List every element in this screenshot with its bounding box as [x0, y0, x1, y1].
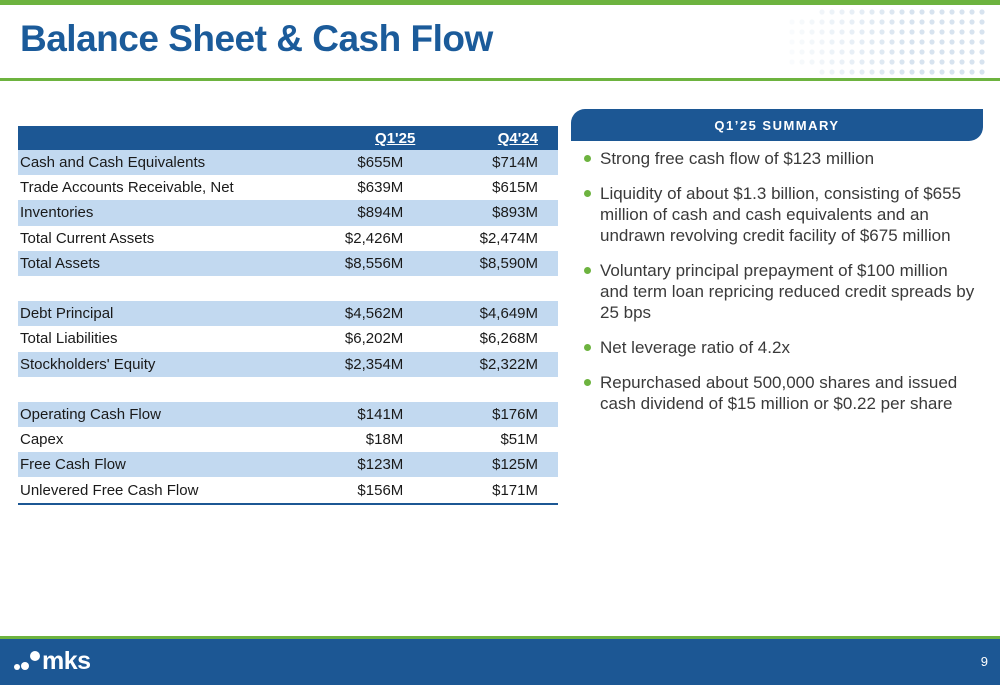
decorative-dot: [939, 19, 944, 24]
decorative-dot: [949, 39, 954, 44]
decorative-dot: [829, 69, 834, 74]
decorative-dot: [849, 9, 854, 14]
bullet-dot-icon: [584, 267, 591, 274]
decorative-dot: [969, 19, 974, 24]
table-row: [18, 352, 558, 377]
summary-bullet: [584, 183, 979, 246]
decorative-dot: [889, 29, 894, 34]
top-accent-bar: [0, 0, 1000, 5]
table-row: [18, 175, 558, 200]
cell-q4-24: $2,474M: [479, 229, 538, 247]
decorative-dot: [979, 59, 984, 64]
cell-q1-25: $2,354M: [300, 352, 424, 377]
cell-q4-24: $6,268M: [479, 330, 538, 348]
decorative-dot: [919, 59, 924, 64]
cell-q1-25: $639M: [357, 179, 404, 197]
decorative-dot: [969, 9, 974, 14]
decorative-dot: [929, 69, 934, 74]
summary-bullet-text: Net leverage ratio of 4.2x: [600, 338, 790, 357]
decorative-dot: [899, 9, 904, 14]
decorative-dot: [809, 19, 814, 24]
row-label: Stockholders' Equity: [18, 352, 300, 377]
decorative-dot: [829, 29, 834, 34]
row-label: Trade Accounts Receivable, Net: [20, 179, 234, 197]
table-row: [18, 301, 558, 326]
table-row: [18, 326, 558, 351]
decorative-dot: [799, 39, 804, 44]
decorative-dot: [869, 9, 874, 14]
decorative-dot: [849, 59, 854, 64]
decorative-dot: [879, 49, 884, 54]
decorative-dot: [799, 49, 804, 54]
cell-q4-24: $615M: [492, 179, 538, 197]
decorative-dot: [899, 29, 904, 34]
decorative-dot: [909, 19, 914, 24]
decorative-dot: [939, 9, 944, 14]
decorative-dot: [879, 69, 884, 74]
decorative-dot: [869, 39, 874, 44]
cell-q1-25: $18M: [365, 431, 404, 449]
decorative-dot: [819, 39, 824, 44]
footer-bar: [0, 636, 1000, 685]
summary-bullet: [584, 148, 979, 169]
decorative-dot: [889, 9, 894, 14]
decorative-dot: [859, 9, 864, 14]
decorative-dot: [909, 39, 914, 44]
decorative-dot: [929, 9, 934, 14]
decorative-dot: [869, 69, 874, 74]
table-row: [18, 150, 558, 175]
summary-heading: Q1’25 SUMMARY: [571, 109, 983, 141]
decorative-dot: [929, 29, 934, 34]
cell-q1-25: $894M: [300, 200, 424, 225]
decorative-dot: [789, 29, 794, 34]
decorative-dot: [799, 59, 804, 64]
decorative-dot: [919, 69, 924, 74]
cell-q4-24: $125M: [423, 452, 558, 477]
decorative-dot: [889, 19, 894, 24]
decorative-dot: [829, 49, 834, 54]
decorative-dot: [819, 19, 824, 24]
decorative-dot: [879, 29, 884, 34]
bullet-dot-icon: [584, 344, 591, 351]
decorative-dot: [859, 29, 864, 34]
column-header-q1-25: Q1'25: [300, 126, 424, 150]
decorative-dot: [809, 29, 814, 34]
decorative-dot: [959, 29, 964, 34]
row-label: Unlevered Free Cash Flow: [18, 477, 300, 503]
decorative-dot: [819, 69, 824, 74]
decorative-dot: [829, 59, 834, 64]
logo-dots-icon: [14, 650, 40, 674]
decorative-dot: [879, 59, 884, 64]
decorative-dot: [939, 59, 944, 64]
decorative-dot: [959, 19, 964, 24]
cell-q4-24: $2,322M: [423, 352, 558, 377]
cell-q4-24: $171M: [423, 477, 558, 503]
decorative-dot: [889, 39, 894, 44]
decorative-dot: [819, 59, 824, 64]
cell-q4-24: $51M: [500, 431, 538, 449]
decorative-dot: [839, 39, 844, 44]
cell-q1-25: $156M: [300, 477, 424, 503]
decorative-dot: [839, 9, 844, 14]
decorative-dot: [899, 39, 904, 44]
decorative-dot: [819, 49, 824, 54]
decorative-dot: [979, 69, 984, 74]
decorative-dot: [869, 19, 874, 24]
decorative-dot: [939, 29, 944, 34]
table-row: [18, 402, 558, 427]
financial-table: [18, 126, 558, 505]
decorative-dot: [909, 29, 914, 34]
decorative-dot: [849, 69, 854, 74]
decorative-dot: [919, 29, 924, 34]
decorative-dot: [909, 49, 914, 54]
title-divider: [0, 78, 1000, 81]
cell-q4-24: $714M: [423, 150, 558, 175]
decorative-dot: [859, 59, 864, 64]
decorative-dot: [939, 49, 944, 54]
row-label: Inventories: [18, 200, 300, 225]
decorative-dot: [839, 29, 844, 34]
decorative-dot: [799, 19, 804, 24]
table-row: [18, 251, 558, 276]
decorative-dot: [869, 29, 874, 34]
decorative-dot: [969, 69, 974, 74]
cell-q1-25: $8,556M: [300, 251, 424, 276]
decorative-dot: [849, 49, 854, 54]
page-title: Balance Sheet & Cash Flow: [20, 18, 493, 59]
decorative-dot: [979, 49, 984, 54]
decorative-dot: [889, 59, 894, 64]
decorative-dot: [799, 29, 804, 34]
cell-q1-25: $655M: [300, 150, 424, 175]
decorative-dot: [949, 49, 954, 54]
table-row: [18, 477, 558, 503]
decorative-dot: [959, 59, 964, 64]
summary-bullet-text: Strong free cash flow of $123 million: [600, 149, 875, 168]
table-spacer-row: [18, 276, 558, 301]
row-label: Debt Principal: [18, 301, 300, 326]
column-header-q4-24: Q4'24: [423, 126, 558, 150]
table-row: [18, 200, 558, 225]
table-header-blank: [18, 126, 300, 150]
decorative-dot: [899, 19, 904, 24]
decorative-dot: [859, 39, 864, 44]
decorative-dot: [849, 39, 854, 44]
decorative-dot: [959, 9, 964, 14]
decorative-dot: [889, 69, 894, 74]
summary-bullet: [584, 337, 979, 358]
table-row: [18, 226, 558, 251]
decorative-dot: [909, 59, 914, 64]
decorative-dot: [869, 49, 874, 54]
decorative-dot: [949, 9, 954, 14]
decorative-dot: [829, 39, 834, 44]
decorative-dot: [959, 49, 964, 54]
decorative-dot: [859, 69, 864, 74]
decorative-dot: [939, 69, 944, 74]
decorative-dot: [839, 49, 844, 54]
decorative-dot: [859, 19, 864, 24]
row-label: Capex: [20, 431, 64, 449]
summary-bullet-text: Voluntary principal prepayment of $100 million and term loan repricing reduced credit spreads by 25 bps: [600, 261, 975, 322]
decorative-dot: [879, 9, 884, 14]
decorative-dot: [959, 39, 964, 44]
row-label: Total Liabilities: [20, 330, 118, 348]
decorative-dot: [919, 9, 924, 14]
summary-bullet-text: Repurchased about 500,000 shares and issued cash dividend of $15 million or $0.22 per share: [600, 373, 958, 413]
decorative-dot: [949, 59, 954, 64]
table-row: [18, 452, 558, 477]
decorative-dot: [839, 69, 844, 74]
decorative-dot: [919, 39, 924, 44]
decorative-dot: [829, 19, 834, 24]
decorative-dot: [809, 49, 814, 54]
decorative-dot: [969, 59, 974, 64]
summary-bullet-list: [584, 148, 979, 428]
decorative-dot: [909, 69, 914, 74]
decorative-dot: [789, 59, 794, 64]
decorative-dot: [899, 59, 904, 64]
decorative-dot: [929, 39, 934, 44]
decorative-dot: [809, 59, 814, 64]
decorative-dot: [949, 69, 954, 74]
decorative-dot: [809, 39, 814, 44]
decorative-dot: [929, 49, 934, 54]
decorative-dot: [949, 19, 954, 24]
decorative-dot: [919, 49, 924, 54]
cell-q1-25: $6,202M: [344, 330, 404, 348]
decorative-dot: [979, 29, 984, 34]
decorative-dot: [869, 59, 874, 64]
logo-text: mks: [42, 647, 91, 675]
decorative-dot: [979, 19, 984, 24]
decorative-dot: [839, 59, 844, 64]
decorative-dot: [979, 9, 984, 14]
decorative-dot: [929, 19, 934, 24]
decorative-dot: [969, 49, 974, 54]
cell-q1-25: $2,426M: [344, 229, 404, 247]
summary-bullet: [584, 372, 979, 414]
decorative-dot: [959, 69, 964, 74]
decorative-dot: [819, 29, 824, 34]
cell-q4-24: $176M: [423, 402, 558, 427]
cell-q1-25: $4,562M: [300, 301, 424, 326]
bullet-dot-icon: [584, 155, 591, 162]
row-label: Operating Cash Flow: [18, 402, 300, 427]
decorative-dot: [909, 9, 914, 14]
decorative-dot: [879, 39, 884, 44]
table-row: [18, 427, 558, 452]
table-spacer-row: [18, 377, 558, 402]
page-number: 9: [980, 654, 988, 669]
decorative-dot: [789, 39, 794, 44]
table-header-row: [18, 126, 558, 150]
decorative-dot: [929, 59, 934, 64]
decorative-dot: [849, 19, 854, 24]
row-label: Total Current Assets: [20, 229, 155, 247]
decorative-dot: [949, 29, 954, 34]
decorative-dot: [969, 39, 974, 44]
decorative-dot: [789, 49, 794, 54]
cell-q1-25: $141M: [300, 402, 424, 427]
cell-q4-24: $893M: [423, 200, 558, 225]
decorative-dot: [819, 9, 824, 14]
decorative-dot-pattern: [786, 8, 986, 80]
summary-bullet: [584, 260, 979, 323]
decorative-dot: [839, 19, 844, 24]
decorative-dot: [849, 29, 854, 34]
summary-bullet-text: Liquidity of about $1.3 billion, consisting of $655 million of cash and cash equivalents and an undrawn revolving credit facility of $675 million: [600, 184, 962, 245]
row-label: Free Cash Flow: [18, 452, 300, 477]
bullet-dot-icon: [584, 379, 591, 386]
cell-q1-25: $123M: [300, 452, 424, 477]
decorative-dot: [889, 49, 894, 54]
decorative-dot: [859, 49, 864, 54]
decorative-dot: [969, 29, 974, 34]
decorative-dot: [879, 19, 884, 24]
decorative-dot: [899, 49, 904, 54]
decorative-dot: [979, 39, 984, 44]
cell-q4-24: $4,649M: [423, 301, 558, 326]
cell-q4-24: $8,590M: [423, 251, 558, 276]
row-label: Total Assets: [18, 251, 300, 276]
decorative-dot: [789, 19, 794, 24]
row-label: Cash and Cash Equivalents: [18, 150, 300, 175]
mks-logo: [14, 647, 91, 676]
decorative-dot: [829, 9, 834, 14]
decorative-dot: [899, 69, 904, 74]
decorative-dot: [939, 39, 944, 44]
decorative-dot: [919, 19, 924, 24]
bullet-dot-icon: [584, 190, 591, 197]
